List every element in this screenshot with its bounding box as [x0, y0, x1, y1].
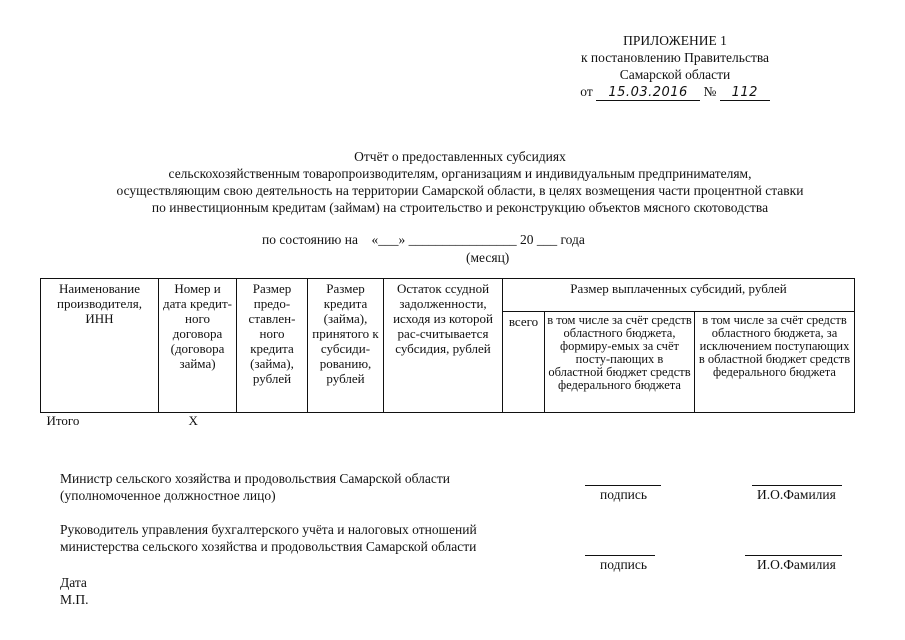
header-subsidies-paid: Размер выплаченных субсидий, рублей: [503, 279, 855, 312]
decree-number: 112: [720, 85, 770, 101]
appendix-line-2: Самарской области: [619, 67, 731, 82]
stamp-label: М.П.: [60, 592, 89, 607]
head-subtitle: министерства сельского хозяйства и продовольствия Самарской области: [60, 539, 477, 554]
subheader-total: всего: [503, 312, 545, 413]
subheader-federal: в том числе за счёт средств областного бюджета, формиру-емых за счёт посту-пающих в областной бюджет средств федерального бюджета: [545, 312, 695, 413]
head-title: Руководитель управления бухгалтерского учёта и налоговых отношений: [60, 522, 477, 537]
total-empty: [237, 413, 855, 429]
title-line: по инвестиционным кредитам (займам) на строительство и реконструкцию объектов мясного скотоводства: [151, 200, 769, 215]
minister-signature-line: [585, 485, 661, 486]
minister-block: [60, 470, 450, 504]
minister-signature-label: подпись: [600, 487, 648, 502]
total-mark: X: [188, 413, 198, 428]
subheader-regional: в том числе за счёт средств областного бюджета, за исключением поступающих в областной бюджет средств федерального бюджета: [695, 312, 855, 413]
total-label: Итого: [46, 413, 80, 428]
subsidy-report-table: [40, 278, 855, 428]
appendix-header: [560, 32, 790, 101]
header-contract: Номер и дата кредит-ного договора (договора займа): [159, 279, 237, 413]
header-producer: Наименование производителя, ИНН: [41, 279, 159, 413]
header-loan-amount: Размер предо-ставлен-ного кредита (займа), рублей: [237, 279, 308, 413]
date-prefix: от: [580, 84, 593, 99]
appendix-date-row: [560, 83, 790, 101]
minister-subtitle: (уполномоченное должностное лицо): [60, 488, 276, 503]
date-stamp-block: [60, 574, 89, 608]
head-signature-label: подпись: [600, 557, 648, 572]
appendix-title: ПРИЛОЖЕНИЕ 1: [623, 33, 727, 48]
minister-title: Министр сельского хозяйства и продовольствия Самарской области: [60, 471, 450, 486]
title-line: осуществляющим свою деятельность на территории Самарской области, в целях возмещения части процентной ставки: [116, 183, 804, 198]
title-line: сельскохозяйственным товаропроизводителям, организациям и индивидуальным предпринимателям,: [168, 166, 752, 181]
title-line: Отчёт о предоставленных субсидиях: [354, 149, 566, 164]
as-of-date-line: по состоянию на «___» ________________ 20 ___ года: [262, 232, 585, 247]
minister-name-line: [752, 485, 842, 486]
report-title: [60, 148, 860, 216]
date-label: Дата: [60, 575, 87, 590]
appendix-line-1: к постановлению Правительства: [580, 50, 770, 65]
month-caption: (месяц): [466, 250, 510, 265]
head-block: [60, 521, 477, 555]
number-sign: №: [703, 84, 717, 99]
header-debt-balance: Остаток ссудной задолженности, исходя из которой рас-считывается субсидия, рублей: [384, 279, 503, 413]
head-signature-line: [585, 555, 655, 556]
head-name-label: И.О.Фамилия: [757, 557, 836, 572]
header-loan-subsidized: Размер кредита (займа), принятого к субсиди-рованию, рублей: [308, 279, 384, 413]
head-name-line: [745, 555, 842, 556]
decree-date: 15.03.2016: [596, 85, 700, 101]
minister-name-label: И.О.Фамилия: [757, 487, 836, 502]
